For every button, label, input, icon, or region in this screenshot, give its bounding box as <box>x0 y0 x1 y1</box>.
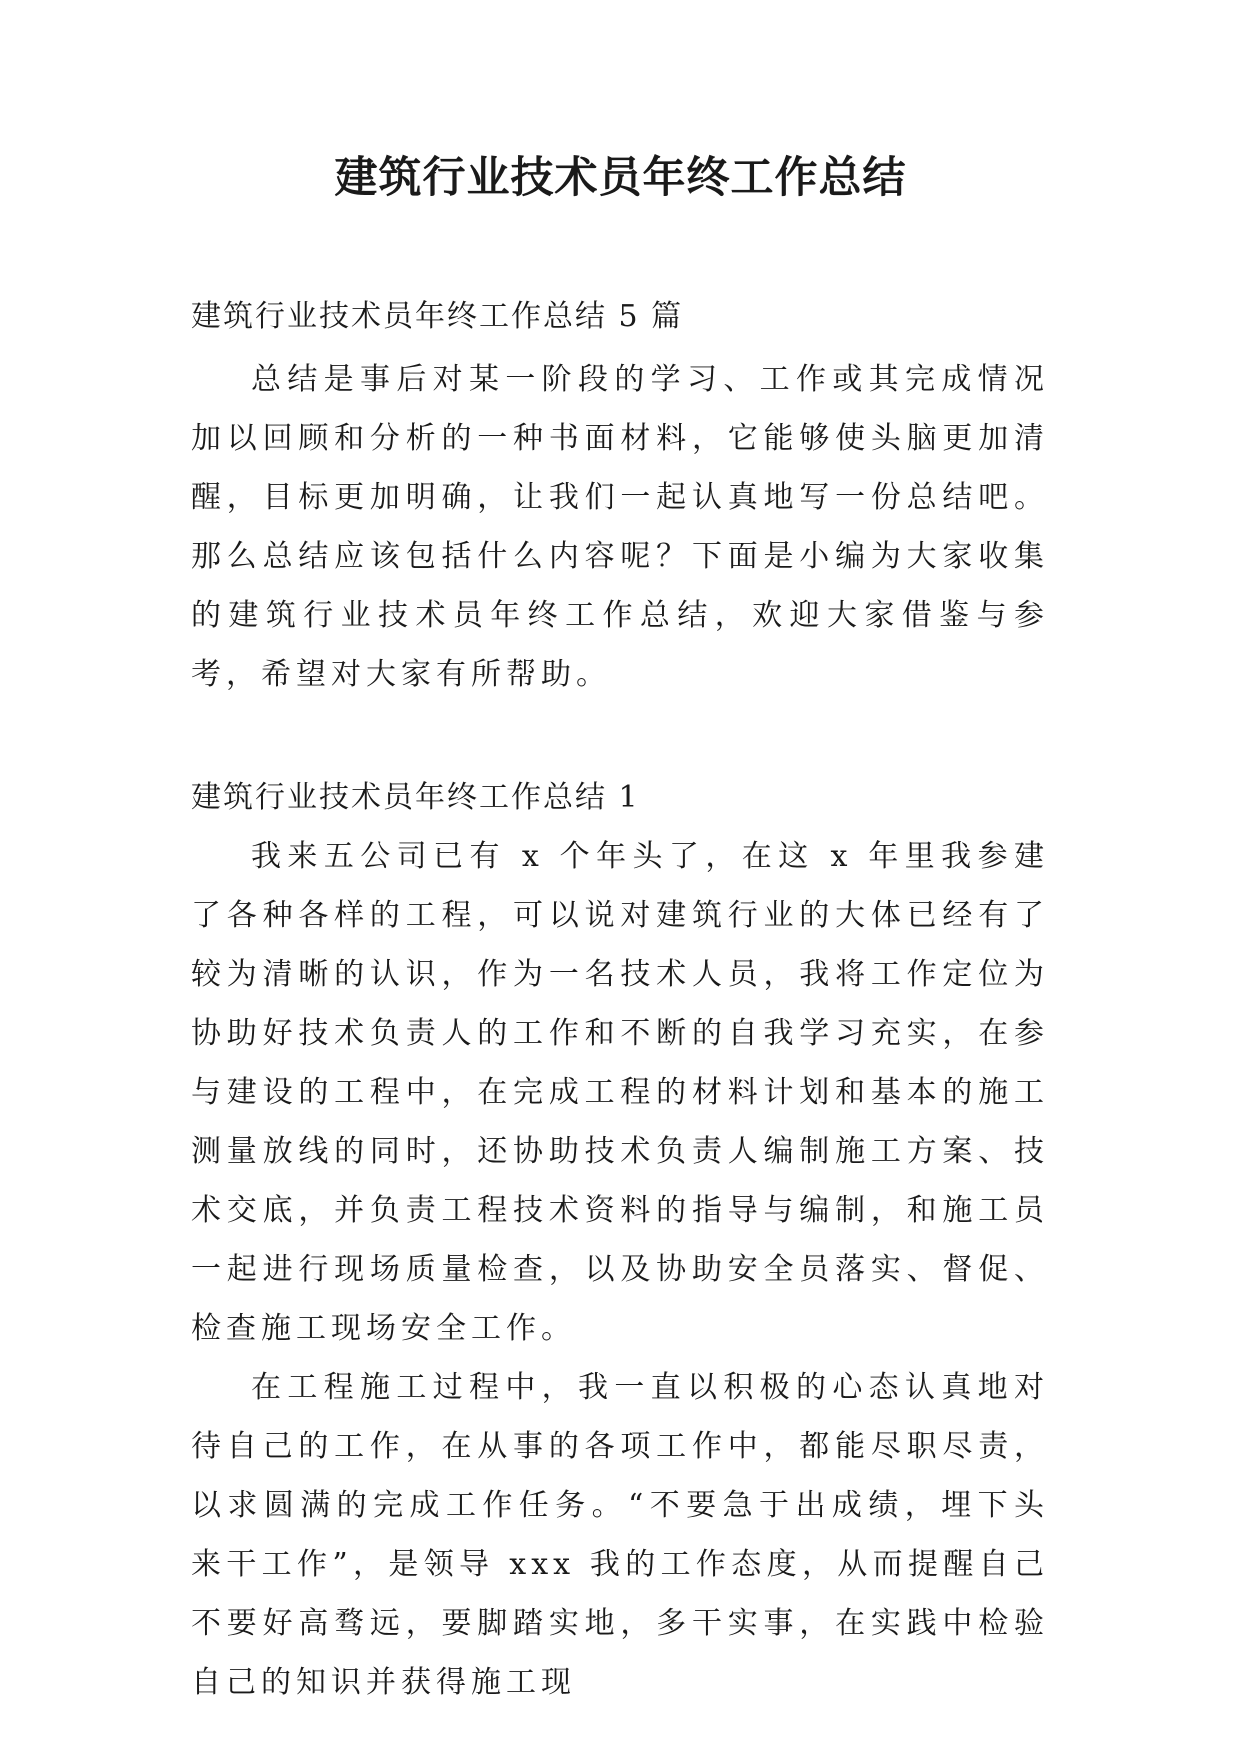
intro-paragraph: 总结是事后对某一阶段的学习、工作或其完成情况加以回顾和分析的一种书面材料，它能够使头脑更加清醒，目标更加明确，让我们一起认真地写一份总结吧。那么总结应该包括什么内容呢？下面是小编为大家收集的建筑行业技术员年终工作总结，欢迎大家借鉴与参考，希望对大家有所帮助。 <box>191 362 1049 692</box>
section-heading: 建筑行业技术员年终工作总结 1 <box>191 780 640 815</box>
body-paragraph-1: 我来五公司已有 x 个年头了，在这 x 年里我参建了各种各样的工程，可以说对建筑行业的大体已经有了较为清晰的认识，作为一名技术人员，我将工作定位为协助好技术负责人的工作和不断的自我学习充实，在参与建设的工程中，在完成工程的材料计划和基本的施工测量放线的同时，还协助技术负责人编制施工方案、技术交底，并负责工程技术资料的指导与编制，和施工员一起进行现场质量检查，以及协助安全员落实、督促、检查施工现场安全工作。 <box>191 839 1049 1346</box>
document-body <box>191 287 1049 1712</box>
section-spacer <box>191 704 1049 763</box>
document-subtitle: 建筑行业技术员年终工作总结 5 篇 <box>191 299 684 334</box>
document-title: 建筑行业技术员年终工作总结 <box>334 153 907 203</box>
body-paragraph-2: 在工程施工过程中，我一直以积极的心态认真地对待自己的工作，在从事的各项工作中，都能尽职尽责，以求圆满的完成工作任务。“不要急于出成绩，埋下头来干工作”，是领导 xxx 我的工作态度，从而提醒自己不要好高骛远，要脚踏实地，多干实事，在实践中检验自己的知识并获得施工现 <box>191 1370 1049 1700</box>
